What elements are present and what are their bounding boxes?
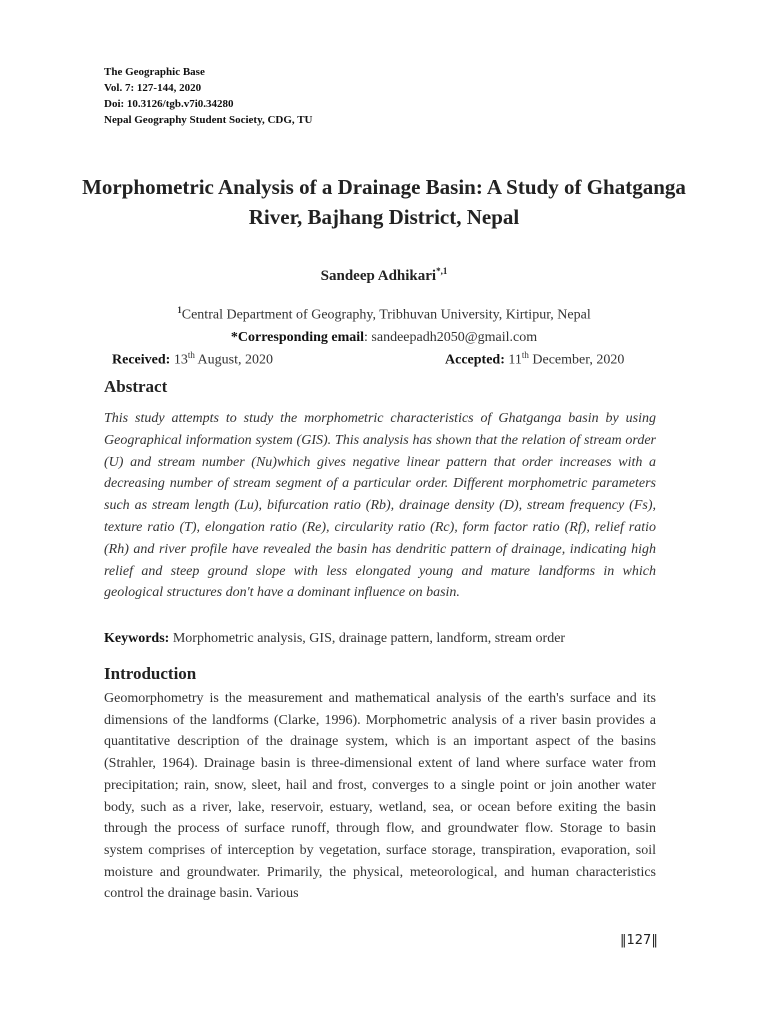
accepted-date <box>445 350 624 369</box>
received-rest: August, 2020 <box>194 352 274 368</box>
keywords-label: Keywords: <box>104 631 170 646</box>
email-address[interactable]: : sandeepadh2050@gmail.com <box>364 329 538 345</box>
author-line <box>0 266 768 285</box>
affiliation-text: Central Department of Geography, Tribhuvan University, Kirtipur, Nepal <box>181 307 591 323</box>
journal-info <box>104 64 313 128</box>
journal-doi: Doi: 10.3126/tgb.v7i0.34280 <box>104 98 234 110</box>
journal-society: Nepal Geography Student Society, CDG, TU <box>104 114 313 126</box>
received-date <box>112 350 273 369</box>
journal-volume: Vol. 7: 127-144, 2020 <box>104 82 202 94</box>
journal-name: The Geographic Base <box>104 66 205 78</box>
received-day: 13 <box>173 352 188 368</box>
author-marks: *,1 <box>436 266 448 276</box>
received-label: Received: <box>112 352 171 368</box>
affiliation-line <box>0 299 768 327</box>
accepted-day: 11 <box>508 352 522 368</box>
corresponding-email-line <box>0 327 768 349</box>
author-name: Sandeep Adhikari <box>320 268 437 284</box>
introduction-text: Geomorphometry is the measurement and mathematical analysis of the earth's surface and its dimensions of the landforms (Clarke, 1996). Morphometric analysis of a river basin provides a quantitative description of the drainage system, which is an important aspect of the basins (Strahler, 1964). Drainage basin is three-dimensional extent of land where surface water from precipitation; rain, snow, sleet, hail and frost, converges to a single point or join another water body, such as a river, lake, reservoir, estuary, wetland, sea, or ocean before exiting the basin through the process of surface runoff, through flow, and groundwater flow. Storage to basin system comprises of interception by vegetation, surface storage, transpiration, evaporation, soil moisture and groundwater. Primarily, the physical, meteorological, and human characteristics control the drainage basin. Various <box>104 691 656 902</box>
introduction-heading: Introduction <box>104 664 197 683</box>
received-sup: th <box>187 350 195 360</box>
accepted-label: Accepted: <box>445 352 505 368</box>
abstract-text: This study attempts to study the morphometric characteristics of Ghatganga basin by using Geographical information system (GIS). This analysis has shown that the relation of stream order (U) and stream number (Nu)which gives negative linear pattern that order increases with a decreasing number of stream segment of a particular order. Different morphometric parameters such as stream length (Lu), bifurcation ratio (Rb), drainage density (D), stream frequency (Fs), texture ratio (T), elongation ratio (Re), circularity ratio (Rc), form factor ratio (Rf), relief ratio (Rh) and river profile have revealed the basin has dendritic pattern of drainage, indicating high relief and steep ground slope with less elongated young and mature landforms in which geological structures don't have a dominant influence on basin. <box>104 411 656 601</box>
accepted-sup: th <box>521 350 529 360</box>
affiliation-block <box>0 299 768 349</box>
paper-title: Morphometric Analysis of a Drainage Basin: A Study of Ghatganga River, Bajhang District, Nepal <box>82 175 686 229</box>
affiliation-mark: 1 <box>177 305 182 315</box>
keywords-text: Morphometric analysis, GIS, drainage pattern, landform, stream order <box>169 631 566 646</box>
email-label: *Corresponding email <box>230 329 365 345</box>
accepted-rest: December, 2020 <box>528 352 625 368</box>
page-number: ‖127‖ <box>620 933 658 948</box>
abstract-heading: Abstract <box>104 377 168 396</box>
keywords-line <box>104 631 565 647</box>
